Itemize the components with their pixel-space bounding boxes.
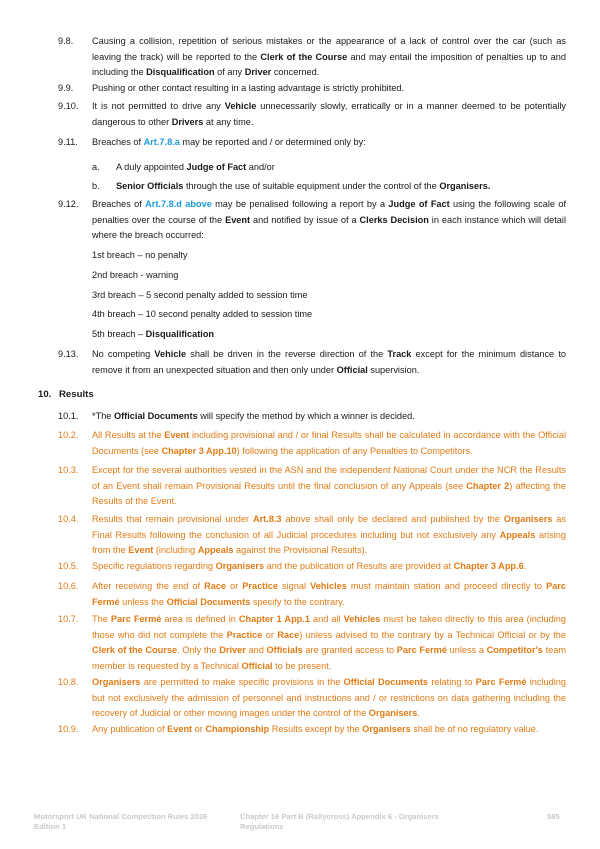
defined-term: Organisers: [362, 724, 411, 734]
defined-term: Vehicle: [224, 101, 257, 111]
clause-text: [92, 347, 566, 378]
text-run: Results except by the: [269, 724, 363, 734]
defined-term: Officials: [266, 645, 303, 656]
clause-text: [92, 428, 566, 459]
sub-clause-text: [116, 160, 566, 176]
clause-number: 10.1.: [58, 411, 79, 421]
defined-term: Art.8.3: [252, 514, 282, 524]
text-run: against the Provisional Results).: [233, 545, 368, 556]
clause-text: [92, 99, 566, 130]
text-run: 1st breach – no penalty: [92, 250, 188, 260]
defined-term: Driver: [219, 645, 246, 656]
defined-term: Judge of Fact: [388, 199, 450, 209]
clause-9-12: [58, 197, 566, 244]
text-run: 3rd breach – 5 second penalty added to session time: [92, 290, 308, 300]
defined-term: Chapter 3 App.6: [453, 561, 524, 571]
text-run: must maintain station and proceed directly to: [346, 581, 547, 591]
defined-term: Parc Fermé: [396, 645, 447, 656]
text-run: including but not exclusively the admission of personnel and instructions and / or restrictions on data gathering including the recovery of Judicial or other moving images under the control of the: [92, 677, 566, 719]
text-run: shall be driven in the reverse direction of the: [186, 349, 388, 359]
text-run: will specify the method by which a winner is decided.: [197, 411, 415, 421]
defined-term: Official Documents: [113, 411, 198, 421]
penalty-line-2: [92, 268, 178, 284]
clause-text: [92, 81, 566, 97]
defined-term: Judge of Fact: [186, 162, 247, 172]
defined-term: Senior Officials: [116, 181, 184, 191]
section-number: 10.: [38, 389, 52, 400]
text-run: area is defined in: [161, 614, 239, 624]
footer-chapter: Chapter 16 Part B (Rallycross) Appendix 6 - Organisers Regulations: [240, 812, 439, 831]
defined-term: Race: [277, 629, 300, 640]
text-run: Causing a collision, repetition of serious mistakes or the appearance of a lack of control over the car (such as leaving the track) will be reported to the: [92, 36, 566, 62]
text-run: Specific regulations regarding: [92, 561, 216, 571]
clause-number: 9.10.: [58, 101, 79, 111]
cross-reference-link[interactable]: Art.7.8.d above: [145, 199, 212, 209]
clause-text: [92, 559, 566, 575]
text-run: specify to the contrary.: [250, 596, 345, 607]
defined-term: Parc Fermé: [110, 614, 162, 624]
clause-text: [92, 675, 566, 722]
defined-term: Clerk of the Course: [92, 645, 178, 656]
text-run: . Only the: [177, 645, 220, 656]
defined-term: Organisers: [368, 708, 418, 719]
text-run: team member is requested by a Technical: [92, 645, 566, 671]
text-run: may be penalised following a report by a: [211, 199, 389, 209]
defined-term: Clerk of the Course: [260, 51, 348, 62]
text-run: No competing: [92, 349, 155, 359]
defined-term: Appeals: [499, 529, 536, 540]
clause-number: 9.13.: [58, 349, 79, 359]
text-run: (including: [153, 545, 198, 556]
text-run: 2nd breach - warning: [92, 270, 179, 280]
clause-9-9: [58, 81, 566, 97]
defined-term: Event: [164, 430, 190, 440]
defined-term: Parc Fermé: [92, 581, 566, 607]
defined-term: Organisers: [92, 677, 141, 687]
text-run: signal: [278, 581, 311, 591]
clause-9-11: [58, 135, 566, 151]
cross-reference-link[interactable]: Art.7.8.a: [143, 137, 180, 147]
defined-term: Chapter 2: [466, 480, 510, 491]
clause-number: 10.2.: [58, 430, 79, 440]
text-run: and/or: [246, 162, 275, 172]
clause-number: 10.8.: [58, 677, 79, 687]
defined-term: Organisers.: [439, 181, 491, 191]
text-run: Any publication of: [92, 724, 168, 734]
clause-number: 10.7.: [58, 614, 79, 624]
clause-number: 9.12.: [58, 199, 79, 209]
sub-clause-text: [116, 179, 566, 195]
sub-clause-b: [92, 179, 566, 195]
clause-text: [92, 612, 566, 674]
text-run: unless the: [119, 596, 167, 607]
clause-9-10: [58, 99, 566, 130]
defined-term: Practice: [226, 629, 263, 640]
sub-clause-a: [92, 160, 566, 176]
defined-term: Official Documents: [166, 596, 251, 607]
text-run: Results that remain provisional under: [92, 514, 253, 524]
defined-term: Official: [336, 364, 368, 375]
clause-text: [92, 463, 566, 510]
text-run: ) affecting the Results of the Event.: [92, 480, 566, 507]
clause-number: 10.6.: [58, 581, 79, 591]
text-run: and notified by issue of a: [250, 214, 360, 225]
text-run: ) following the application of any Penalties to Competitors.: [236, 445, 473, 456]
clause-number: 9.11.: [58, 137, 78, 147]
defined-term: Race: [204, 581, 227, 591]
text-run: and the publication of Results are provided at: [264, 561, 454, 571]
clause-text: [92, 197, 566, 244]
defined-term: Appeals: [197, 545, 234, 556]
clause-number: 10.4.: [58, 514, 79, 524]
text-run: and may entail the imposition of penalties up to and including the: [92, 51, 566, 78]
defined-term: Clerks Decision: [359, 214, 429, 225]
penalty-line-5: [92, 327, 214, 343]
defined-term: Chapter 1 App.1: [238, 614, 310, 624]
text-run: using the following scale of penalties over the course of the: [92, 199, 566, 225]
defined-term: Parc Fermé: [475, 677, 527, 687]
clause-text: [92, 579, 566, 610]
text-run: A duly appointed: [116, 162, 187, 172]
text-run: relating to: [428, 677, 476, 687]
penalty-line-4: [92, 307, 312, 323]
clause-10-2: [58, 428, 566, 459]
defined-term: Vehicle: [154, 349, 187, 359]
text-run: .: [417, 708, 420, 719]
text-run: above shall only be declared and published by the: [281, 514, 504, 524]
text-run: of any: [214, 67, 245, 78]
clause-number: 9.8.: [58, 36, 74, 46]
text-run: or: [262, 629, 278, 640]
clause-10-7: [58, 612, 566, 674]
text-run: All Results at the: [92, 430, 165, 440]
defined-term: Drivers: [171, 116, 204, 127]
text-run: shall be of no regulatory value.: [410, 724, 539, 734]
defined-term: Championship: [205, 724, 270, 734]
text-run: must be taken directly to this area (including those who did not complete the: [92, 614, 566, 640]
text-run: or: [226, 581, 243, 591]
defined-term: Organisers: [215, 561, 265, 571]
clause-text: [92, 34, 566, 81]
text-run: Pushing or other contact resulting in a lasting advantage is strictly prohibited.: [92, 83, 405, 93]
text-run: are permitted to make specific provisions in the: [140, 677, 344, 687]
clause-9-13: [58, 347, 566, 378]
clause-text: [92, 409, 566, 425]
text-run: .: [523, 561, 527, 571]
penalty-line-1: [92, 248, 188, 264]
clause-number: 10.9.: [58, 724, 79, 734]
sub-clause-letter: b.: [92, 181, 100, 191]
text-run: After receiving the end of: [92, 581, 205, 591]
text-run: arising from the: [92, 529, 566, 556]
defined-term: Disqualification: [146, 67, 215, 78]
clause-10-3: [58, 463, 566, 510]
defined-term: Official Documents: [343, 677, 429, 687]
text-run: to be present.: [272, 660, 332, 671]
text-run: concerned.: [271, 67, 320, 78]
text-run: Except for the several authorities vested in the ASN and the independent National Court under the NCR the Results of an Event shall remain Provisional Results until the final conclusion of any Appeals (see: [92, 465, 566, 491]
defined-term: Event: [167, 724, 193, 734]
text-run: including provisional and / or final Results shall be calculated in accordance with the Official Documents (see: [92, 430, 566, 456]
text-run: Breaches of: [92, 137, 144, 147]
clause-number: 10.5.: [58, 561, 79, 571]
clause-text: [92, 512, 566, 559]
clause-10-9: [58, 722, 566, 738]
text-run: *The: [92, 411, 114, 421]
clause-10-1: [58, 409, 566, 425]
text-run: and all: [309, 614, 344, 624]
text-run: supervision.: [367, 364, 420, 375]
clause-number: 9.9.: [58, 83, 74, 93]
text-run: may be reported and / or determined only by:: [179, 137, 366, 147]
defined-term: Event: [225, 214, 251, 225]
footer-publication: Motorsport UK National Competition Rules 2026 Edition 1: [34, 812, 208, 831]
text-run: ) unless advised to the contrary by a Technical Official or by the: [299, 629, 566, 640]
text-run: at any time.: [203, 116, 254, 127]
clause-text: [92, 722, 566, 738]
footer-page-number: 585: [547, 812, 560, 821]
text-run: unnecessarily slowly, erratically or in a manner deemed to be potentially dangerous to other: [92, 101, 566, 127]
clause-10-5: [58, 559, 566, 575]
text-run: as Final Results following the conclusion of all Judicial procedures including but not exclusively any: [92, 514, 566, 540]
text-run: except for the minimum distance to remove it from an unexpected situation and then only under: [92, 349, 566, 375]
defined-term: Track: [387, 349, 412, 359]
section-title: Results: [59, 389, 94, 400]
defined-term: Practice: [242, 581, 279, 591]
clause-text: [92, 135, 566, 151]
text-run: 4th breach – 10 second penalty added to session time: [92, 309, 313, 319]
defined-term: Vehicles: [310, 581, 347, 591]
defined-term: Official: [241, 660, 273, 671]
text-run: or: [192, 724, 206, 734]
section-heading: [38, 389, 94, 400]
text-run: Breaches of: [92, 199, 146, 209]
clause-10-8: [58, 675, 566, 722]
clause-10-6: [58, 579, 566, 610]
penalty-line-3: [92, 288, 308, 304]
text-run: 5th breach –: [92, 329, 146, 339]
text-run: unless a: [446, 645, 487, 656]
text-run: are granted access to: [302, 645, 397, 656]
defined-term: Competitor's: [486, 645, 543, 656]
defined-term: Driver: [244, 67, 272, 78]
text-run: It is not permitted to drive any: [92, 101, 225, 111]
clause-9-8: [58, 34, 566, 81]
defined-term: Chapter 3 App.10: [161, 445, 237, 456]
text-run: through the use of suitable equipment under the control of the: [183, 181, 440, 191]
defined-term: Vehicles: [343, 614, 381, 624]
sub-clause-letter: a.: [92, 162, 100, 172]
defined-term: Disqualification: [145, 329, 215, 339]
text-run: and: [245, 645, 267, 656]
text-run: The: [92, 614, 111, 624]
clause-10-4: [58, 512, 566, 559]
defined-term: Organisers: [503, 514, 553, 524]
text-run: in each instance which will detail where the breach occurred:: [92, 214, 566, 241]
clause-number: 10.3.: [58, 465, 79, 475]
defined-term: Event: [128, 545, 154, 556]
